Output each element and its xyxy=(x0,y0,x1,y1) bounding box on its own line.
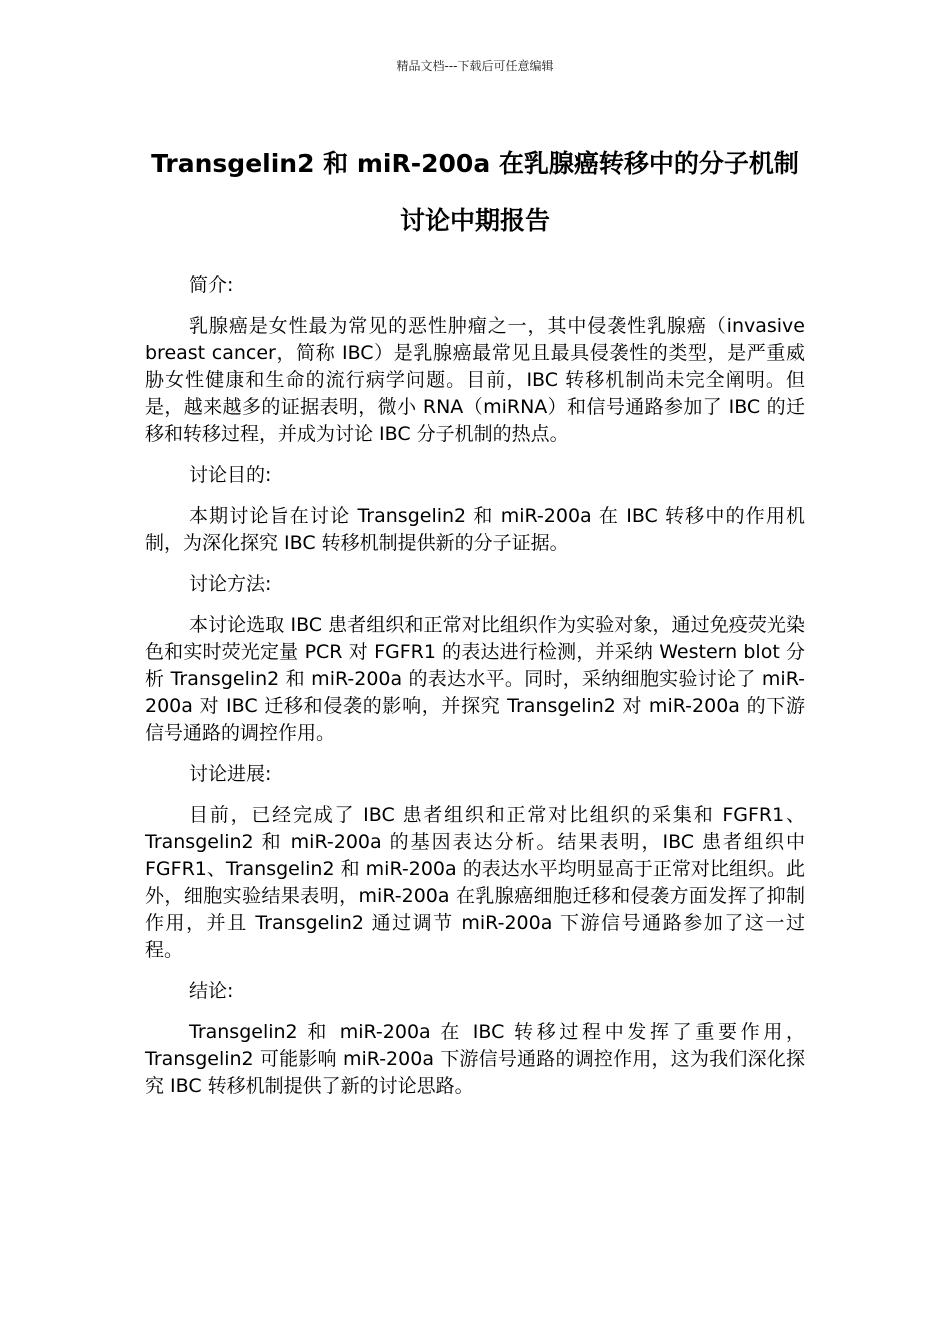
section-heading: 简介: xyxy=(189,274,234,296)
section-conclusion xyxy=(145,978,805,1100)
document-title: Transgelin2 和 miR-200a 在乳腺癌转移中的分子机制讨论中期报告 xyxy=(151,149,799,235)
page-header: 精品文档---下载后可任意编辑 xyxy=(396,59,554,73)
section-methods xyxy=(145,571,805,747)
section-purpose xyxy=(145,462,805,557)
section-paragraph: 乳腺癌是女性最为常见的恶性肿瘤之一，其中侵袭性乳腺癌（invasive breast cancer，简称 IBC）是乳腺癌最常见且最具侵袭性的类型，是严重威胁女性健康和生命的流行病学问题。目前，IBC 转移机制尚未完全阐明。但是，越来越多的证据表明，微小 RNA（miRNA）和信号通路参加了 IBC 的迁移和转移过程，并成为讨论 IBC 分子机制的热点。 xyxy=(145,315,805,445)
section-heading: 结论: xyxy=(189,980,234,1002)
section-progress xyxy=(145,761,805,964)
section-paragraph: Transgelin2 和 miR-200a 在 IBC 转移过程中发挥了重要作用，Transgelin2 可能影响 miR-200a 下游信号通路的调控作用，这为我们深化探究 IBC 转移机制提供了新的讨论思路。 xyxy=(145,1021,805,1097)
section-paragraph: 本期讨论旨在讨论 Transgelin2 和 miR-200a 在 IBC 转移中的作用机制，为深化探究 IBC 转移机制提供新的分子证据。 xyxy=(145,505,805,554)
section-heading: 讨论目的: xyxy=(189,464,272,486)
section-intro xyxy=(145,272,805,448)
document-body xyxy=(145,272,805,1114)
section-paragraph: 本讨论选取 IBC 患者组织和正常对比组织作为实验对象，通过免疫荧光染色和实时荧光定量 PCR 对 FGFR1 的表达进行检测，并采纳 Western blot 分析 Transgelin2 和 miR-200a 的表达水平。同时，采纳细胞实验讨论了 miR-200a 对 IBC 迁移和侵袭的影响，并探究 Transgelin2 对 miR-200a 的下游信号通路的调控作用。 xyxy=(145,614,805,744)
section-heading: 讨论进展: xyxy=(189,763,272,785)
section-paragraph: 目前，已经完成了 IBC 患者组织和正常对比组织的采集和 FGFR1、Transgelin2 和 miR-200a 的基因表达分析。结果表明，IBC 患者组织中 FGFR1、Transgelin2 和 miR-200a 的表达水平均明显高于正常对比组织。此外，细胞实验结果表明，miR-200a 在乳腺癌细胞迁移和侵袭方面发挥了抑制作用，并且 Transgelin2 通过调节 miR-200a 下游信号通路参加了这一过程。 xyxy=(145,804,805,961)
section-heading: 讨论方法: xyxy=(189,573,272,595)
